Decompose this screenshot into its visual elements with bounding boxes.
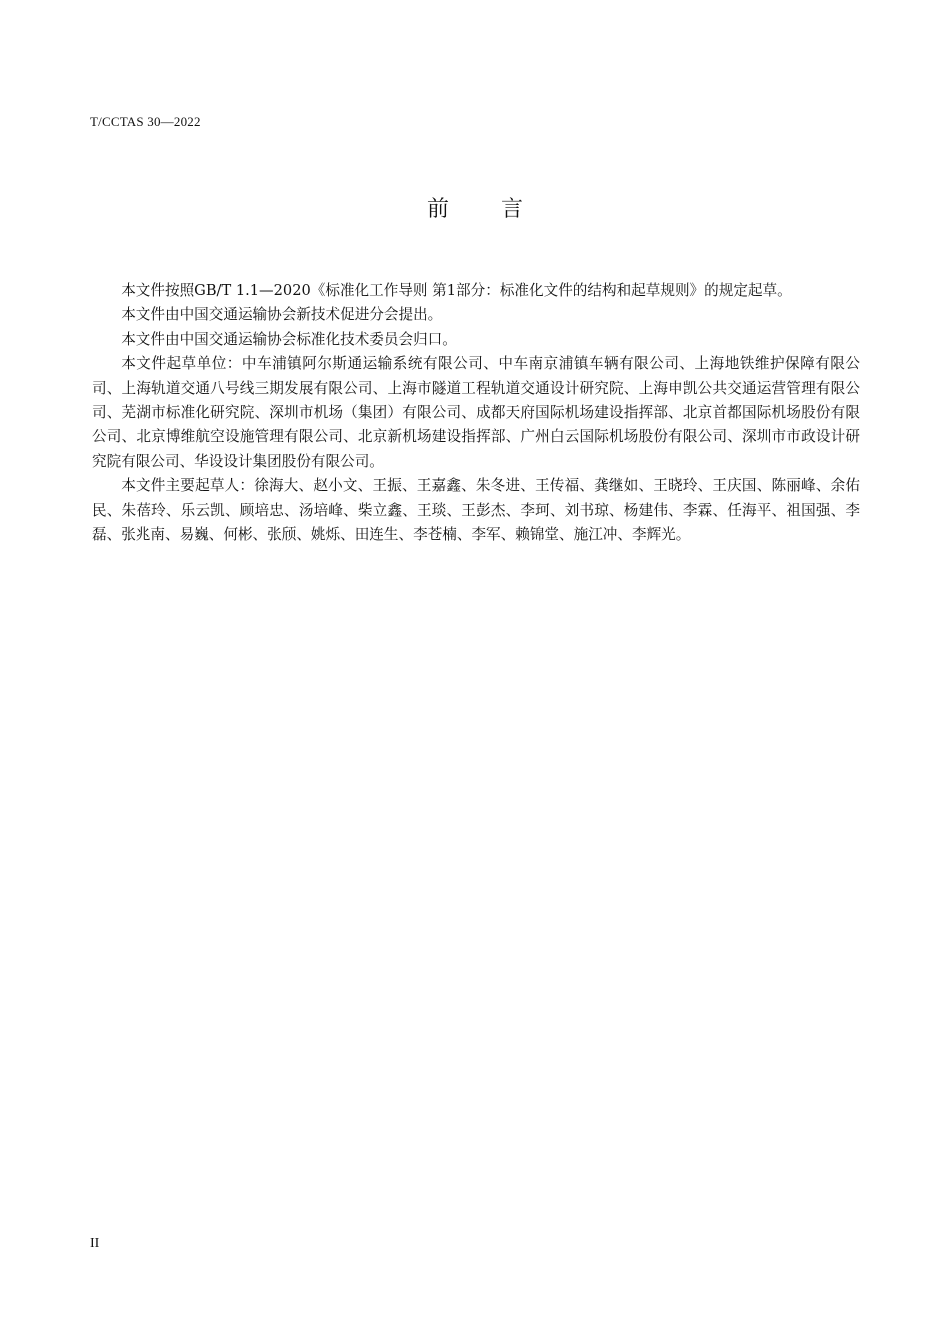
paragraph-administrator: 本文件由中国交通运输协会标准化技术委员会归口。 <box>121 330 457 348</box>
foreword-body <box>92 279 860 547</box>
paragraph-drafting-units: 本文件起草单位：中车浦镇阿尔斯通运输系统有限公司、中车南京浦镇车辆有限公司、上海地铁维护保障有限公司、上海轨道交通八号线三期发展有限公司、上海市隧道工程轨道交通设计研究院、上海申凯公共交通运营管理有限公司、芜湖市标准化研究院、深圳市机场（集团）有限公司、成都天府国际机场建设指挥部、北京首都国际机场股份有限公司、北京博维航空设施管理有限公司、北京新机场建设指挥部、广州白云国际机场股份有限公司、深圳市市政设计研究院有限公司、华设设计集团股份有限公司。 <box>92 355 860 470</box>
page-title: 前言 <box>426 197 575 222</box>
paragraph-drafting-basis: 本文件按照GB/T 1.1—2020《标准化工作导则 第1部分：标准化文件的结构和起草规则》的规定起草。 <box>121 282 792 299</box>
paragraph-proposer: 本文件由中国交通运输协会新技术促进分会提出。 <box>121 306 443 324</box>
document-code: T/CCTAS 30—2022 <box>90 114 201 129</box>
page-number: II <box>90 1236 100 1251</box>
paragraph-drafters: 本文件主要起草人：徐海大、赵小文、王振、王嘉鑫、朱冬进、王传福、龚继如、王晓玲、王庆国、陈丽峰、余佑民、朱蓓玲、乐云凯、顾培忠、汤培峰、柴立鑫、王琰、王彭杰、李珂、刘书琼、杨建伟、李霖、任海平、祖国强、李磊、张兆南、易巍、何彬、张颀、姚烁、田连生、李苍楠、李军、赖锦堂、施江冲、李辉光。 <box>92 477 860 544</box>
